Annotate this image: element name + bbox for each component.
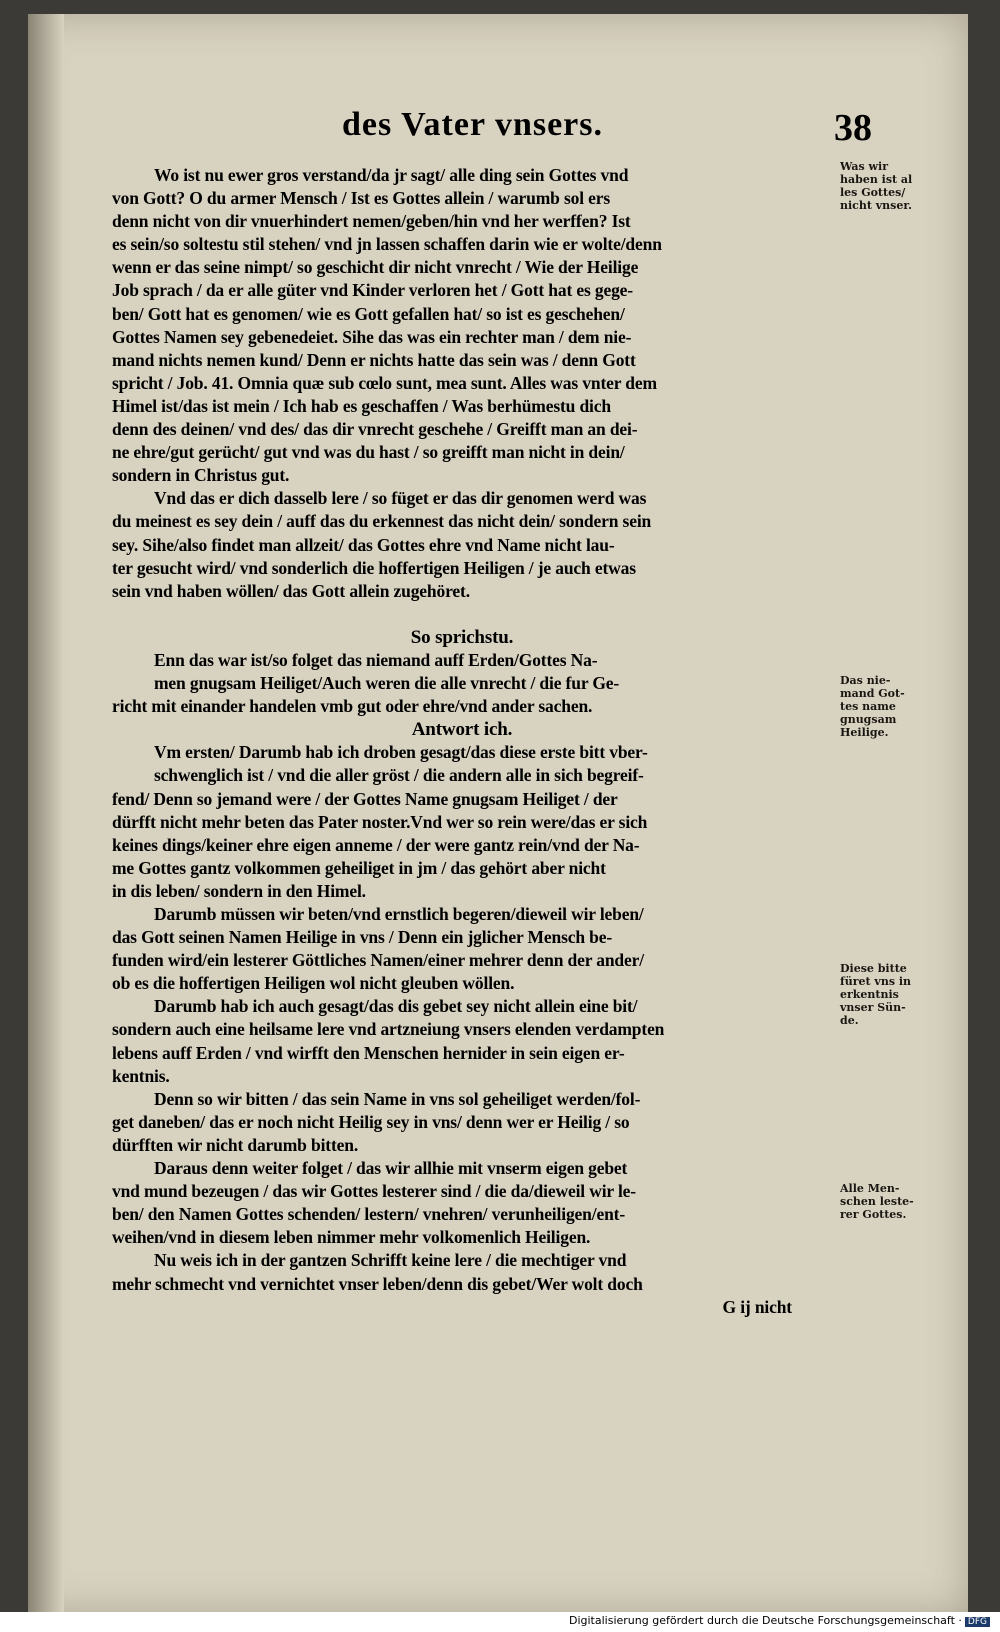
text-line: Daraus denn weiter folget / das wir allhie mit vnserm eigen gebet <box>154 1158 628 1179</box>
text-line: denn des deinen/ vnd des/ das dir vnrecht geschehe / Greifft man an dei- <box>112 419 638 440</box>
margin-note: Alle Men- schen leste- rer Gottes. <box>840 1182 914 1221</box>
footer-bar <box>0 1612 1000 1632</box>
text-line: me Gottes gantz volkommen geheiliget in jm / das gehört aber nicht <box>112 857 606 878</box>
blank-line <box>112 603 812 626</box>
text-line: ben/ den Namen Gottes schenden/ lestern/ vnehren/ verunheiligen/ent- <box>112 1204 626 1225</box>
text-line: denn nicht von dir vnuerhindert nemen/geben/hin vnd her werffen? Ist <box>112 211 631 232</box>
running-title: des Vater vnsers. <box>342 106 603 143</box>
funding-credit: Digitalisierung gefördert durch die Deutsche Forschungsgemeinschaft · <box>568 1614 962 1627</box>
text-line: sondern auch eine heilsame lere vnd artzneiung vnsers elenden verdampten <box>112 1019 665 1040</box>
text-line: mand nichts nemen kund/ Denn er nichts hatte das sein was / denn Gott <box>112 349 636 370</box>
text-line: Gottes Namen sey gebenedeiet. Sihe das was ein rechter man / dem nie- <box>112 326 632 347</box>
text-line: get daneben/ das er noch nicht Heilig sey in vns/ denn wer er Heilig / so <box>112 1111 630 1132</box>
text-line: kentnis. <box>112 1065 170 1086</box>
margin-note: Diese bitte füret vns in erkentnis vnser Sün- de. <box>840 962 912 1027</box>
page-header <box>282 106 872 156</box>
text-line: mehr schmecht vnd vernichtet vnser leben/denn dis gebet/Wer wolt doch <box>112 1273 643 1294</box>
margin-note: Das nie- mand Got- tes name gnugsam Heilige. <box>840 674 905 739</box>
text-line: in dis leben/ sondern in den Himel. <box>112 880 366 901</box>
text-line: von Gott? O du armer Mensch / Ist es Gottes allein / warumb sol ers <box>112 188 611 209</box>
text-line: es sein/so soltestu stil stehen/ vnd jn lassen schaffen darin wie er wolte/denn <box>112 234 662 255</box>
text-line: richt mit einander handelen vmb gut oder ehre/vnd ander sachen. <box>112 696 593 717</box>
text-line: ob es die hoffertigen Heiligen wol nicht gleuben wöllen. <box>112 973 515 994</box>
text-line: ben/ Gott hat es genomen/ wie es Gott gefallen hat/ so ist es geschehen/ <box>112 303 625 324</box>
text-line: vnd mund bezeugen / das wir Gottes lesterer sind / die da/dieweil wir le- <box>112 1181 636 1202</box>
body-text <box>112 164 812 1319</box>
text-line: men gnugsam Heiliget/Auch weren die alle vnrecht / die fur Ge- <box>154 673 620 694</box>
text-line: funden wird/ein lesterer Göttliches Namen/einer mehrer denn der ander/ <box>112 950 644 971</box>
text-line: dürfften wir nicht darumb bitten. <box>112 1134 359 1155</box>
text-line: Enn das war ist/so folget das niemand auff Erden/Gottes Na- <box>154 649 598 670</box>
text-line: Vm ersten/ Darumb hab ich droben gesagt/das diese erste bitt vber- <box>154 742 648 763</box>
text-line: Vnd das er dich dasselb lere / so füget er das dir genomen werd was <box>154 488 647 509</box>
section-heading: So sprichstu. <box>410 626 514 648</box>
dfg-logo: DFG <box>965 1617 990 1627</box>
text-line: Wo ist nu ewer gros verstand/da jr sagt/ alle ding sein Gottes vnd <box>154 165 629 185</box>
text-line: Nu weis ich in der gantzen Schrifft keine lere / die mechtiger vnd <box>154 1250 627 1271</box>
text-line: lebens auff Erden / vnd wirfft den Menschen hernider in sein eigen er- <box>112 1042 625 1063</box>
text-line: fend/ Denn so jemand were / der Gottes Name gnugsam Heiliget / der <box>112 788 618 809</box>
text-line: weihen/vnd in diesem leben nimmer mehr volkomenlich Heiligen. <box>112 1227 591 1248</box>
text-line: schwenglich ist / vnd die aller gröst / die andern alle in sich begreif- <box>154 765 644 786</box>
text-line: wenn er das seine nimpt/ so geschicht dir nicht vnrecht / Wie der Heilige <box>112 257 639 278</box>
text-line: Job sprach / da er alle güter vnd Kinder verloren het / Gott hat es gege- <box>112 280 633 301</box>
text-line: keines dings/keiner ehre eigen anneme / der were gantz rein/vnd der Na- <box>112 834 640 855</box>
text-line: sondern in Christus gut. <box>112 465 290 486</box>
text-line: Darumb müssen wir beten/vnd ernstlich begeren/dieweil wir leben/ <box>154 904 644 924</box>
book-page <box>28 14 968 1614</box>
text-line: Denn so wir bitten / das sein Name in vns sol geheiliget werden/fol- <box>154 1088 641 1109</box>
section-heading: Antwort ich. <box>411 719 513 741</box>
text-line: ne ehre/gut gerücht/ gut vnd was du hast / so greifft man nicht in dein/ <box>112 442 625 463</box>
margin-note: Was wir haben ist al les Gottes/ nicht vnser. <box>840 160 913 212</box>
text-line: sein vnd haben wöllen/ das Gott allein zugehöret. <box>112 580 470 601</box>
text-line: dürfft nicht mehr beten das Pater noster.Vnd wer so rein were/das er sich <box>112 811 648 832</box>
text-line: ter gesucht wird/ vnd sonderlich die hoffertigen Heiligen / je auch etwas <box>112 557 636 578</box>
text-line: Himel ist/das ist mein / Ich hab es geschaffen / Was berhümestu dich <box>112 395 611 416</box>
text-line: das Gott seinen Namen Heilige in vns / Denn ein jglicher Mensch be- <box>112 927 613 948</box>
text-line: Darumb hab ich auch gesagt/das dis gebet sey nicht allein eine bit/ <box>154 996 638 1017</box>
catchword: G ij nicht <box>722 1296 792 1317</box>
folio-number: 38 <box>834 107 872 149</box>
footer-credit <box>569 1614 990 1627</box>
text-line: du meinest es sey dein / auff das du erkennest das nicht dein/ sondern sein <box>112 511 652 532</box>
text-line: spricht / Job. 41. Omnia quæ sub cœlo sunt, mea sunt. Alles was vnter dem <box>112 372 657 393</box>
text-line: sey. Sihe/also findet man allzeit/ das Gottes ehre vnd Name nicht lau- <box>112 534 615 555</box>
page-spine-shadow <box>28 14 64 1614</box>
